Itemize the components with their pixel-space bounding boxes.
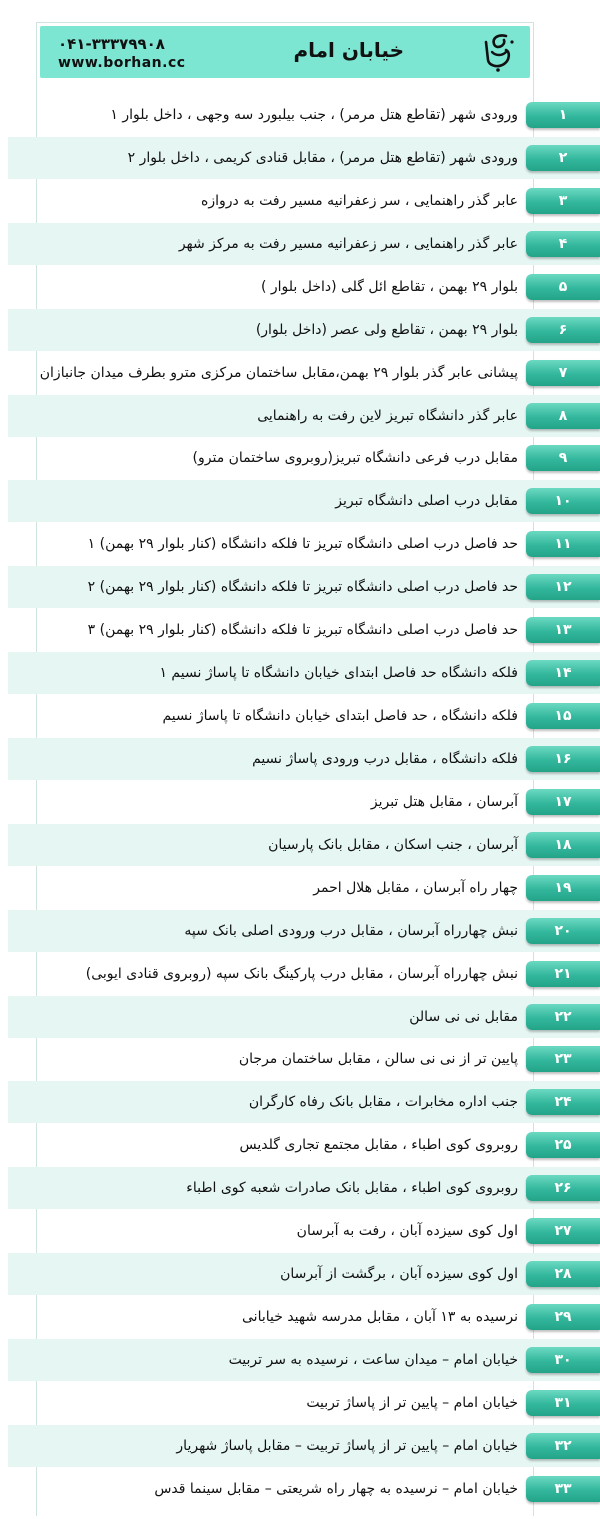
location-text: فلکه دانشگاه ، حد فاصل ابتدای خیابان دانشگاه تا پاساژ نسیم (162, 708, 518, 725)
list-item (8, 480, 600, 522)
row-number-badge: ۷ (526, 360, 600, 386)
row-number-badge: ۲۷ (526, 1218, 600, 1244)
header-banner (40, 26, 530, 78)
row-number-badge: ۴ (526, 231, 600, 257)
list-item (8, 695, 600, 737)
phone-number: ۰۴۱-۳۳۳۷۹۹۰۸ (58, 35, 165, 53)
location-text: چهار راه آبرسان ، مقابل هلال احمر (313, 879, 518, 896)
list-item (8, 996, 600, 1038)
list-item (8, 137, 600, 179)
list-item (8, 1382, 600, 1424)
list-item (8, 1081, 600, 1123)
list-item (8, 953, 600, 995)
location-text: حد فاصل درب اصلی دانشگاه تبریز تا فلکه دانشگاه (کنار بلوار ۲۹ بهمن) ۱ (87, 536, 518, 553)
list-item (8, 1339, 600, 1381)
row-number-badge: ۱۸ (526, 832, 600, 858)
list-item (8, 395, 600, 437)
location-text: نبش چهارراه آبرسان ، مقابل درب پارکینگ بانک سپه (روبروی قنادی ایوبی) (85, 965, 518, 982)
row-number-badge: ۱۵ (526, 703, 600, 729)
row-number-badge: ۳۳ (526, 1476, 600, 1502)
row-number-badge: ۱۰ (526, 488, 600, 514)
list-item (8, 437, 600, 479)
location-text: عابر گذر راهنمایی ، سر زعفرانیه مسیر رفت به مرکز شهر (178, 235, 518, 252)
row-number-badge: ۹ (526, 445, 600, 471)
list-item (8, 566, 600, 608)
website-link[interactable]: www.borhan.cc (58, 55, 186, 71)
list-item (8, 223, 600, 265)
list-item (8, 1468, 600, 1510)
row-number-badge: ۲۹ (526, 1304, 600, 1330)
list-item (8, 652, 600, 694)
location-text: بلوار ۲۹ بهمن ، تقاطع ائل گلی (داخل بلوار ) (260, 278, 518, 295)
list-item (8, 352, 600, 394)
row-number-badge: ۵ (526, 274, 600, 300)
location-text: خیابان امام – پایین تر از پاساژ تربیت – مقابل پاساژ شهریار (176, 1437, 518, 1454)
row-number-badge: ۳۲ (526, 1433, 600, 1459)
list-item (8, 910, 600, 952)
row-number-badge: ۶ (526, 317, 600, 343)
location-text: مقابل نی نی سالن (409, 1008, 518, 1025)
row-number-badge: ۱۶ (526, 746, 600, 772)
row-number-badge: ۳۱ (526, 1390, 600, 1416)
location-text: حد فاصل درب اصلی دانشگاه تبریز تا فلکه دانشگاه (کنار بلوار ۲۹ بهمن) ۲ (87, 579, 518, 596)
row-number-badge: ۲۲ (526, 1004, 600, 1030)
location-text: فلکه دانشگاه حد فاصل ابتدای خیابان دانشگاه تا پاساژ نسیم ۱ (159, 665, 518, 682)
row-number-badge: ۳۰ (526, 1347, 600, 1373)
location-text: عابر گذر دانشگاه تبریز لاین رفت به راهنمایی (257, 407, 518, 424)
location-text: مقابل درب اصلی دانشگاه تبریز (335, 493, 518, 510)
list-item (8, 523, 600, 565)
page-title: خیابان امام (293, 38, 404, 62)
list-item (8, 266, 600, 308)
row-number-badge: ۲ (526, 145, 600, 171)
row-number-badge: ۱ (526, 102, 600, 128)
location-text: اول کوی سیزده آبان ، برگشت از آبرسان (280, 1266, 518, 1283)
location-text: بلوار ۲۹ بهمن ، تقاطع ولی عصر (داخل بلوار) (255, 321, 518, 338)
row-number-badge: ۱۲ (526, 574, 600, 600)
list-item (8, 824, 600, 866)
row-number-badge: ۲۱ (526, 961, 600, 987)
row-number-badge: ۱۳ (526, 617, 600, 643)
list-item (8, 94, 600, 136)
list-item (8, 1038, 600, 1080)
location-text: عابر گذر راهنمایی ، سر زعفرانیه مسیر رفت به دروازه (201, 192, 518, 209)
list-item (8, 738, 600, 780)
location-text: پیشانی عابر گذر بلوار ۲۹ بهمن،مقابل ساختمان مرکزی مترو بطرف میدان جانبازان (39, 364, 518, 381)
location-text: فلکه دانشگاه ، مقابل درب ورودی پاساژ نسیم (252, 750, 518, 767)
location-text: روبروی کوی اطباء ، مقابل بانک صادرات شعبه کوی اطباء (186, 1180, 518, 1197)
location-text: آبرسان ، مقابل هتل تبریز (370, 793, 518, 810)
list-item (8, 1167, 600, 1209)
row-number-badge: ۱۱ (526, 531, 600, 557)
list-item (8, 867, 600, 909)
location-text: اول کوی سیزده آبان ، رفت به آبرسان (296, 1223, 518, 1240)
location-text: آبرسان ، جنب اسکان ، مقابل بانک پارسیان (268, 836, 518, 853)
row-number-badge: ۱۷ (526, 789, 600, 815)
location-text: روبروی کوی اطباء ، مقابل مجتمع تجاری گلدیس (239, 1137, 518, 1154)
list-item (8, 781, 600, 823)
list-item (8, 1210, 600, 1252)
row-number-badge: ۱۴ (526, 660, 600, 686)
location-text: نبش چهارراه آبرسان ، مقابل درب ورودی اصلی بانک سپه (184, 922, 518, 939)
location-text: پایین تر از نی نی سالن ، مقابل ساختمان مرجان (238, 1051, 518, 1068)
row-number-badge: ۳ (526, 188, 600, 214)
list-item (8, 309, 600, 351)
location-text: حد فاصل درب اصلی دانشگاه تبریز تا فلکه دانشگاه (کنار بلوار ۲۹ بهمن) ۳ (87, 622, 518, 639)
list-item (8, 1296, 600, 1338)
row-number-badge: ۲۵ (526, 1132, 600, 1158)
list-item (8, 180, 600, 222)
location-text: خیابان امام – پایین تر از پاساژ تربیت (306, 1394, 518, 1411)
location-text: خیابان امام – نرسیده به چهار راه شریعتی – مقابل سینما قدس (154, 1480, 518, 1497)
location-text: نرسیده به ۱۳ آبان ، مقابل مدرسه شهید خیابانی (242, 1309, 518, 1326)
row-number-badge: ۸ (526, 403, 600, 429)
location-text: ورودی شهر (تقاطع هتل مرمر) ، جنب بیلبورد سه وجهی ، داخل بلوار ۱ (110, 107, 518, 123)
location-text: مقابل درب فرعی دانشگاه تبریز(روبروی ساختمان مترو) (192, 450, 518, 467)
location-text: ورودی شهر (تقاطع هتل مرمر) ، مقابل قنادی کریمی ، داخل بلوار ۲ (127, 149, 518, 166)
list-item (8, 1425, 600, 1467)
borhan-logo-icon (476, 30, 520, 74)
row-number-badge: ۱۹ (526, 875, 600, 901)
location-text: جنب اداره مخابرات ، مقابل بانک رفاه کارگران (248, 1094, 518, 1111)
list-item (8, 1124, 600, 1166)
row-number-badge: ۲۶ (526, 1175, 600, 1201)
location-text: خیابان امام – میدان ساعت ، نرسیده به سر تربیت (228, 1351, 518, 1368)
row-number-badge: ۲۳ (526, 1046, 600, 1072)
list-item (8, 1253, 600, 1295)
list-item (8, 609, 600, 651)
row-number-badge: ۲۰ (526, 918, 600, 944)
row-number-badge: ۲۸ (526, 1261, 600, 1287)
row-number-badge: ۲۴ (526, 1089, 600, 1115)
